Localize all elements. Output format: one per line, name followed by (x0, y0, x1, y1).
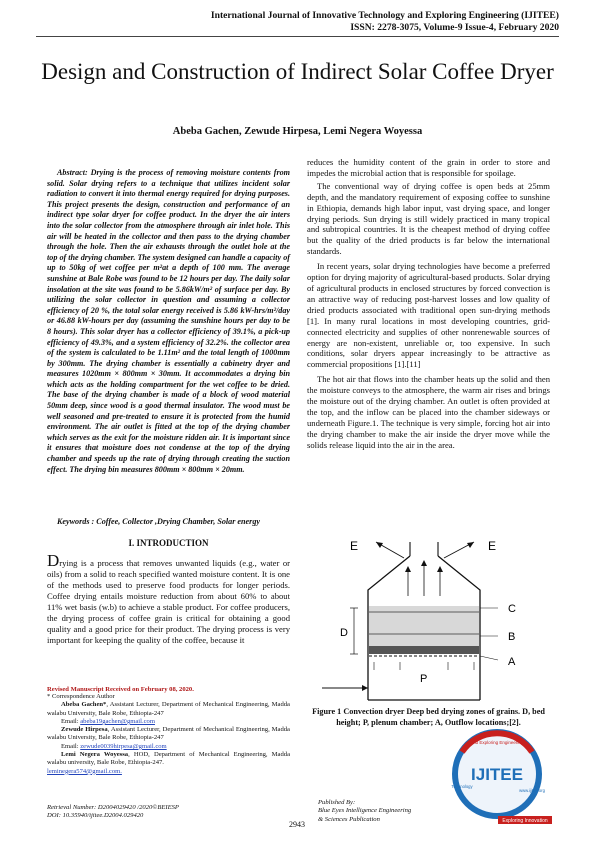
label-e-right: E (488, 539, 497, 553)
journal-header (211, 10, 559, 34)
inner-arrowhead-3 (437, 566, 443, 572)
publisher-line-2: & Sciences Publication (318, 815, 380, 823)
paragraph-solar-drying: In recent years, solar drying technologies have become a preferred option for drying majority of agricultural-based products. Solar drying of agricultural products in enclosed structures by forced convection is an attractive way of reducing post-harvest losses and low quality of dried products associated with traditional open sun-drying methods [1]. In many rural locations in most developing countries, grid-connected electricity and supplies of other nonrenewable sources of energy are non-existent, unreliable or, too expensive. In such conditions, solar dryers appear increasingly to be attractive as commercial propositions [1].[11] (307, 261, 550, 370)
label-p: P (420, 673, 428, 685)
keywords (47, 517, 290, 528)
drop-cap: D (47, 551, 60, 570)
keywords-label: Keywords : (57, 517, 95, 526)
paragraph-continuation: reduces the humidity content of the grain in order to store and impedes the microbial action that is responsible for spoilage. (307, 157, 550, 178)
author2-email-line (47, 743, 290, 751)
author2-name: Zewude Hirpesa (61, 726, 108, 734)
author1-email-label: Email: (61, 717, 81, 725)
logo-ring-left-text: Technology (451, 784, 473, 789)
author2-affiliation: , Assistant Lecturer, Department of Mechanical Engineering, Madda walabu University, Bale Robe, Ethiopia-247 (47, 726, 290, 742)
roof-right (438, 556, 480, 606)
author1-note (47, 701, 290, 718)
keywords-text: Coffee, Collector ,Drying Chamber, Solar energy (96, 517, 260, 526)
journal-issn: ISSN: 2278-3075, Volume-9 Issue-4, February 2020 (350, 22, 559, 33)
logo-tagline: Exploring Innovation (502, 818, 548, 824)
author3-email-link[interactable]: leminegera574@gmail.com. (47, 767, 122, 775)
label-e-left: E (350, 539, 359, 553)
label-b: B (508, 631, 516, 643)
right-column-text (307, 157, 550, 455)
abstract-block (47, 168, 290, 475)
intro-text: rying is a process that removes unwanted liquids (e.g., water or oils) from a solid to reach specified wanted moisture content. It is one of the methods used to preserve food products for longer periods. Coffee drying entails moisture reduction from about 60% to about 11% wet basis (w.b) to achieve a stable product. For coffee producers, the drying process of coffee grain is critical for obtaining a good quality and a good price for their product. The drying process is very important for keeping the quality of the coffee, because it (47, 558, 290, 645)
doi: DOI: 10.35940/ijitee.D2004.029420 (47, 812, 144, 820)
inlet-arrowhead (362, 685, 368, 691)
page-number: 2943 (289, 820, 305, 829)
label-d: D (340, 627, 348, 639)
figure-1-dryer-diagram (318, 538, 533, 703)
header-rule (36, 36, 559, 37)
abstract-text: Drying is the process of removing moisture contents from solid. Solar drying refers to a technique that utilizes incident solar radiation to convert it into thermal energy required for drying purposes. This project presents the design, construction and performance of an indirect type solar dryer for coffee product. In the dryer the air inters into the solar collector from the atmosphere through air inlet hole. This air will be heated in the collector and then pass to the drying chamber through the hole. Then the air exhausts through the outlet hole at the top of the drying chamber. The system designed can handle a capacity of up to 50kg of wet coffee per m²at a depth of 100 mm. The average sunshine at Bale Robe was found to be 12 hours per day. The daily solar insolation at the site was found to be 5.86kW/m² of surface per day. By utilizing the solar collector in question and assuming a collector efficiency of 20 %, the total solar energy received is 5.86 kW-hrs/m²/day or 46.88 kW-hours per day (assuming the sunshine hours per day to be 8 hours). This solar dryer has a collector efficiency of 39.1%, a pick-up efficiency of 49.3%, and a system efficiency of 32.2%. the collector area of the system is calculated to be 1.11m² and the total length of 1000mm by 300mm. The drying chamber is essentially a cabinetry dryer and measures 1020mm × 800mm × 30mm. It accommodates a drying bin which acts as the holding compartment for the wet coffee to be dried. The base of the drying chamber is made of a block of wood material 50mm deep, since wood is a good thermal insulator. The wood must be well seasoned and pre-treated to ensure it is protected from the humid environment. The air outlet is fitted at the top of the drying chamber which serves as the exit for the moisture ridden air. It is important since it ensures that moisture does not condense at the top of the drying chamber and speeds up the rate of drying through creating the suction effect. The drying bin measures 800mm × 800mm × 20mm. (47, 168, 290, 474)
journal-name: International Journal of Innovative Technology and Exploring Engineering (IJITEE) (210, 10, 559, 21)
inner-arrowhead-2 (421, 560, 427, 566)
author2-email-label: Email: (61, 742, 81, 750)
inner-arrowhead-1 (405, 566, 411, 572)
author3-name: Lemi Negera Woyessa (61, 751, 129, 759)
paper-authors: Abeba Gachen, Zewude Hirpesa, Lemi Negera Woyessa (172, 126, 423, 137)
author3-email-line (47, 768, 290, 776)
ijitee-logo (438, 728, 556, 826)
author1-email-line (47, 718, 290, 726)
logo-text: IJITEE (471, 765, 523, 784)
author3-note (47, 751, 290, 768)
abstract (47, 168, 290, 475)
label-a: A (508, 656, 516, 668)
intro-paragraph (47, 551, 290, 646)
author1-affiliation: , Assistant Lecturer, Department of Mechanical Engineering, Madda walabu University, Bale Robe, Ethiopia-247 (47, 701, 290, 717)
abstract-label: Abstract: (57, 168, 88, 177)
roof-left (368, 556, 410, 606)
retrieval-number: Retrieval Number: D2004029420 /2020©BEIESP (47, 804, 179, 811)
footnotes (47, 686, 290, 776)
author2-email-link[interactable]: zewude0039hirpesa@gmail.com (80, 742, 167, 750)
drying-zone-a (369, 646, 479, 654)
section-heading-introduction: I. INTRODUCTION (128, 538, 209, 548)
publisher-line-1: Blue Eyes Intelligence Engineering (318, 807, 412, 815)
figure-1-caption: Figure 1 Convection dryer Deep bed drying zones of grains. D, bed height; P, plenum chamber; A, Outflow locations;[2]. (312, 707, 545, 727)
author1-email-link[interactable]: abeba19gachen@gmail.com (80, 717, 155, 725)
author2-note (47, 726, 290, 743)
published-by: Published By: (318, 799, 356, 806)
revised-date: Revised Manuscript Received on February 08, 2020. (47, 686, 194, 693)
paper-title: Design and Construction of Indirect Solar Coffee Dryer (41, 59, 554, 84)
logo-ring-top-text: and Exploring Engineering (470, 740, 524, 745)
keywords-block (47, 517, 290, 528)
author3-affiliation: , HOD, Department of Mechanical Engineering, Madda walabu university, Bale Robe, Ethiopia-247. (47, 751, 290, 767)
logo-ring-bottom-text: www.ijitee.org (519, 788, 545, 793)
correspondence-note: * Correspondence Author (47, 693, 115, 700)
paragraph-hot-air: The hot air that flows into the chamber heats up the solid and then the moisture conveys to the atmosphere, the warm air rises and brings the moisture out of the drying chamber. An outlet is often provided at the top, and the inflow can be placed into the chamber sideways or underneath Figure.1. The technique is very simple, forcing hot air into the drying chamber to make the air inside the dryer move while the solids release liquid into the air in the area. (307, 374, 550, 450)
paragraph-conventional-drying: The conventional way of drying coffee is open beds at 25mm depth, and the mandatory requirement of exposing coffee to sunshine in Ethiopia, demands high labor input, vast drying space, and longer drying periods. Sun drying is still widely practiced in many tropical and subtropical countries. It is the cheapest method of drying coffee but the quality of the dried products is far below the international standards. (307, 180, 550, 257)
label-c: C (508, 603, 516, 615)
author1-name: Abeba Gachen* (61, 701, 107, 709)
publisher-info (318, 799, 411, 824)
retrieval-info (47, 804, 179, 821)
leader-a (480, 656, 498, 660)
